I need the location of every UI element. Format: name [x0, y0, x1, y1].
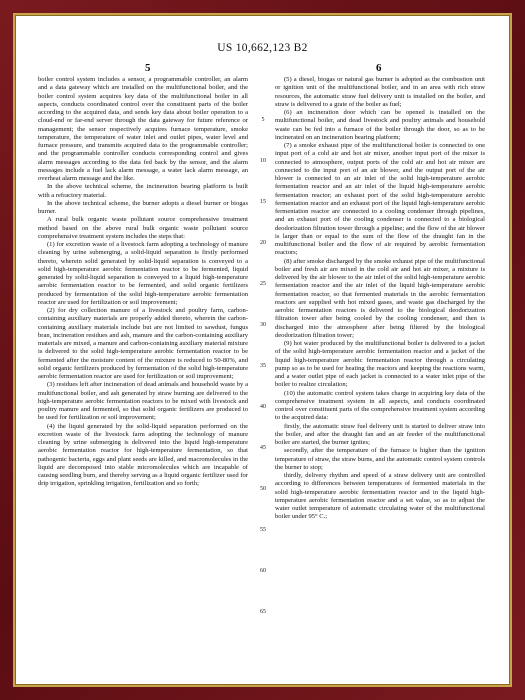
paragraph: A rural bulk organic waste pollutant source comprehensive treatment method based on the above rural bulk organic waste pollutant source comprehensive treatment system includes the steps that:: [38, 216, 248, 240]
paragraph: In the above technical scheme, the incineration bearing platform is built with a refractory material.: [38, 183, 248, 199]
paragraph: secondly, after the temperature of the furnace is higher than the ignition temperature of straw, the straw burns, and the automatic control system controls the burner to stop;: [275, 447, 485, 471]
paragraph: (8) after smoke discharged by the smoke exhaust pipe of the multifunctional boiler and fresh air are mixed in the cold air and hot air mixer, a mixture is delivered by the air blower to the air inlet of the solid high-temperature aerobic fermentation reactor and the air inlet of the liquid high-temperature aerobic fermentation reactor, so that fermented materials in the aerobic fermentation reactors are supplied with hot mixed gases, and waste gas discharged by the aerobic fermentation reactors is delivered to the biological deodorization filtration tower after being cooled by the cooling condenser, and then is discharged into the atmosphere after being filtered by the biological deodorization filtration tower;: [275, 257, 485, 339]
line-number: 5: [261, 117, 265, 123]
line-number: 30: [260, 322, 266, 328]
line-number: 55: [260, 527, 266, 533]
paragraph: (5) a diesel, biogas or natural gas burner is adopted as the combustion unit or ignition unit of the multifunctional boiler, and in an area with rich straw resources, the automatic straw fuel delivery unit is installed on the boiler, and straw is delivered to a grate of the boiler as fuel;: [275, 76, 485, 108]
line-number: 40: [260, 404, 266, 410]
line-number: 35: [260, 363, 266, 369]
line-number: 15: [260, 199, 266, 205]
patent-number: US 10,662,123 B2: [217, 42, 308, 54]
line-number: 20: [260, 240, 266, 246]
paragraph: In the above technical scheme, the burner adopts a diesel burner or biogas burner.: [38, 199, 248, 215]
paragraph: (10) the automatic control system takes charge in acquiring key data of the comprehensive treatment system in all aspects, and conducts coordinated control over constituent parts of the comprehensive treatment system according to the acquired data:: [275, 389, 485, 422]
patent-page: [20, 20, 505, 680]
paragraph: (4) the liquid generated by the solid-liquid separation performed on the excretion waste of the livestock farm adopting the technology of manure cleaning by urine submerging is delivered into the liquid high-temperature aerobic fermentation reactor for high-temperature fermentation, so that pathogenic bacteria, eggs and plant seeds are killed, and macromolecules in the liquid are decomposed into stable micromolecules which are incapable of causing seedling burn, and thereby serving as a liquid organic fertilizer used for drip irrigation, sprinkling irrigation, fertilization and so forth;: [38, 422, 248, 488]
line-number: 65: [260, 609, 266, 615]
paragraph: (2) for dry collection manure of a livestock and poultry farm, carbon-containing auxiliary materials are properly added thereto, wherein the carbon-containing auxiliary materials include but are not limited to sawdust, fungus bran, incineration residues and ash, manure and the carbon-containing auxiliary materials are mixed, a manure and carbon-containing auxiliary material mixture is delivered to the solid high-temperature aerobic fermentation reactor to be fermented after the moisture content of the mixture is reduced to 50-80%, and solid organic fertilizers produced by fermentation of the solid high-temperature aerobic fermentation reactor are used for fertilization or soil improvement;: [38, 307, 248, 380]
left-column-number: 5: [145, 62, 151, 74]
line-number: 25: [260, 281, 266, 287]
paragraph: thirdly, delivery rhythm and speed of a straw delivery unit are controlled according to differences between temperatures of fermented materials in the solid high-temperature aerobic fermentation reactor and in the liquid high-temperature aerobic fermentation reactor and a set value, so as to adjust the water outlet temperature of automatic circulating water of the multifunctional boiler under 95° C.;: [275, 472, 485, 521]
line-number-gutter: [256, 76, 272, 676]
line-number: 45: [260, 445, 266, 451]
line-number: 50: [260, 486, 266, 492]
left-column: [38, 76, 248, 676]
paragraph: (7) a smoke exhaust pipe of the multifunctional boiler is connected to one input port of a cold air and hot air mixer, another input port of the mixer is connected to atmosphere, output ports of the cold air and hot air mixer are connected to the input port of an air blower, and the output port of the air blower is connected to an air inlet of the solid high-temperature aerobic fermentation reactor and an air inlet of the liquid high-temperature aerobic fermentation reactor; an exhaust port of the solid high-temperature aerobic fermentation reactor and an exhaust port of the liquid high-temperature aerobic fermentation reactor are connected to a cooling condenser through pipelines, and an exhaust port of the cooling condenser is connected to a biological deodorization filtration tower through a pipeline; and the flow of the air blower is larger than or equal to the sum of the flow of the draught fan in the multifunctional boiler and the flow of air required by aerobic fermentation reactors;: [275, 142, 485, 257]
paragraph: (6) an incineration door which can be opened is installed on the multifunctional boiler, and dead livestock and poultry animals and household waste can be fed into a furnace of the boiler through the door, so as to be incinerated on an incineration bearing platform;: [275, 109, 485, 141]
paragraph: (9) hot water produced by the multifunctional boiler is delivered to a jacket of the solid high-temperature aerobic fermentation reactor and a jacket of the liquid high-temperature aerobic fermentation reactor through a circulating pump so as to be used for heating the reactors and keeping the reactions warm, and a water outlet pipe of each jacket is connected to a water inlet pipe of the boiler to realize circulation;: [275, 340, 485, 389]
paragraph: firstly, the automatic straw fuel delivery unit is started to deliver straw into the boiler, and after the draught fan and an air feeder of the multifunctional boiler are started, the burner ignites;: [275, 422, 485, 446]
paragraph: boiler control system includes a sensor, a programmable controller, an alarm and a data gateway which are installed on the multifunctional boiler, and the boiler control system acquires key data of the multifunctional boiler in all aspects, conducts coordinated control over the constituent parts of the boiler according to the acquired data, and sends key data about boiler operation to a cloud-end or far-end server through the data gateway for future reference or management; the sensor respectively acquires furnace temperature, smoke temperature, the temperature of water inlet and outlet pipes, water level and furnace pressure, and transmits acquired data to the programmable controller; and the programmable controller conducts corresponding control and gives alarm messages according to the data fed back by the sensor, and the alarm messages include a fuel lack alarm message, a water lack alarm message, an overheat alarm message and the like.: [38, 76, 248, 182]
right-column-number: 6: [376, 62, 382, 74]
paragraph: (1) for excretion waste of a livestock farm adopting a technology of manure cleaning by urine submerging, a solid-liquid separation is firstly performed thereto, wherein solid generated by solid-liquid separation is conveyed to a solid high-temperature aerobic fermentation reactor to be fermented, liquid generated by solid-liquid separation is conveyed to a liquid high-temperature aerobic fermentation reactor to be fermented, and solid organic fertilizers produced by fermentation of the solid high-temperature aerobic fermentation reactor are used for fertilization or soil improvement;: [38, 241, 248, 306]
right-column: [275, 76, 485, 676]
line-number: 60: [260, 568, 266, 574]
paragraph: (3) residues left after incineration of dead animals and household waste by a multifunctional boiler, and ash generated by straw burning are delivered to the high-temperature aerobic fermentation reactors to be mixed with livestock and poultry manure and fermented, so that solid organic fertilizers are produced to be used for fertilization or soil improvement;: [38, 381, 248, 422]
line-number: 10: [260, 158, 266, 164]
